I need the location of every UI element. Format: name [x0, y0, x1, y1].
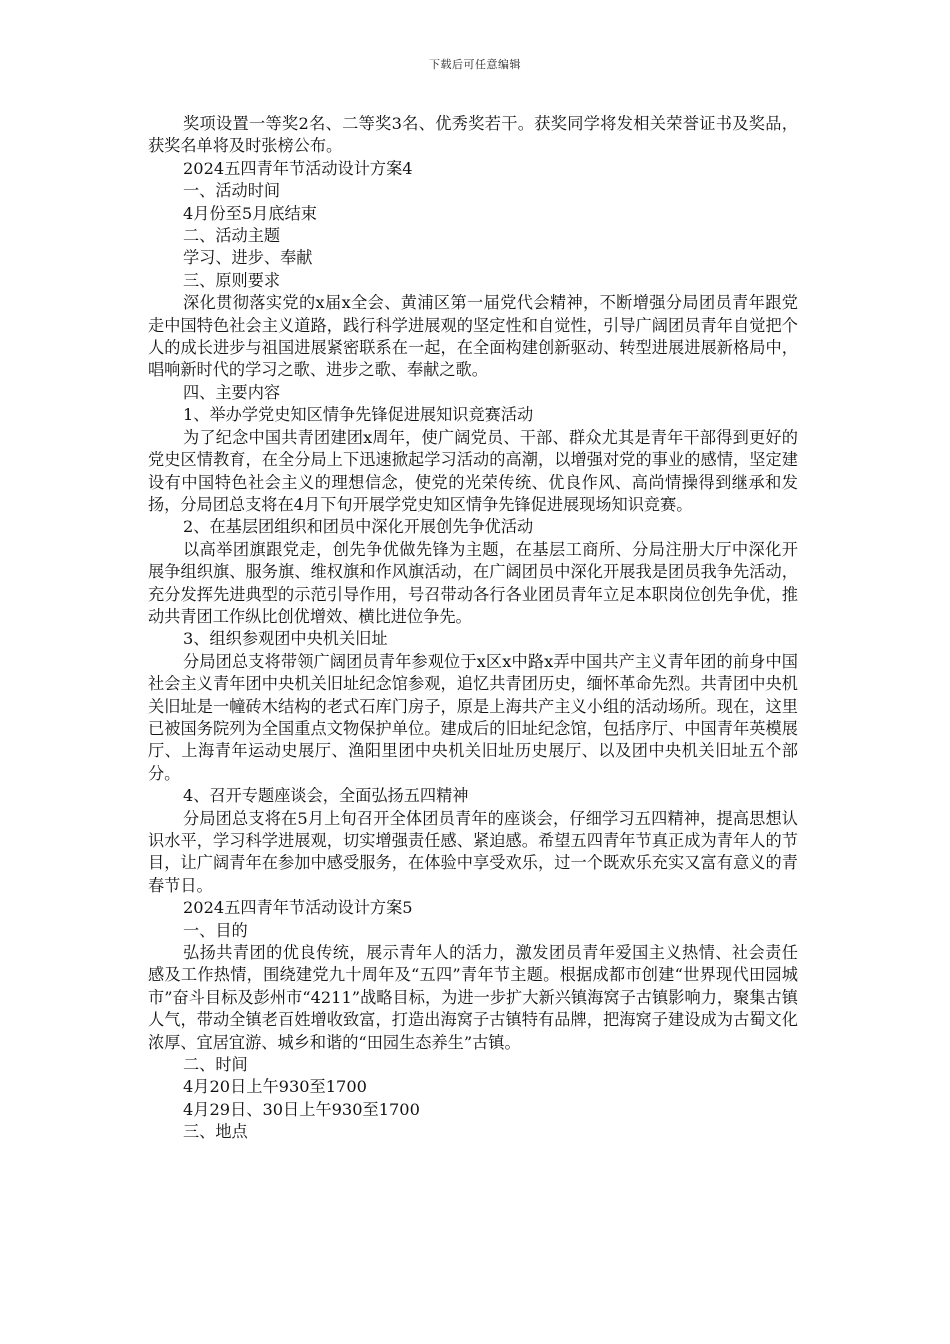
paragraph-item-4: 分局团总支将在5月上旬召开全体团员青年的座谈会，仔细学习五四精神，提高思想认识水平，学习科学进展观，切实增强责任感、紧迫感。希望五四青年节真正成为青年人的节目，让广阔青年在参加中感受服务，在体验中享受欢乐，过一个既欢乐充实又富有意义的青春节日。 — [148, 808, 798, 895]
paragraph-item-3: 分局团总支将带领广阔团员青年参观位于x区x中路x弄中国共产主义青年团的前身中国社会主义青年团中央机关旧址纪念馆参观，追忆共青团历史，缅怀革命先烈。共青团中央机关旧址是一幢砖木结构的老式石库门房子，原是上海共产主义小组的活动场所。现在，这里已被国务院列为全国重点文物保护单位。建成后的旧址纪念馆，包括序厅、中国青年英模展厅、上海青年运动史展厅、渔阳里团中央机关旧址历史展厅、以及团中央机关旧址五个部分。 — [148, 651, 798, 783]
heading-activity-time: 一、活动时间 — [183, 181, 281, 201]
heading-location: 三、地点 — [183, 1122, 248, 1142]
section-title-plan-4: 2024五四青年节活动设计方案4 — [183, 158, 413, 178]
subheading-item-2: 2、在基层团组织和团员中深化开展创先争优活动 — [183, 517, 534, 537]
paragraph-activity-time: 4月份至5月底结束 — [183, 203, 317, 223]
paragraph-time-1: 4月20日上午930至1700 — [183, 1077, 367, 1097]
paragraph-item-2: 以高举团旗跟党走，创先争优做先锋为主题，在基层工商所、分局注册大厅中深化开展争组织旗、服务旗、维权旗和作风旗活动，在广阔团员中深化开展我是团员我争先活动，充分发挥先进典型的示范引导作用，号召带动各行各业团员青年立足本职岗位创先争优，推动共青团工作纵比创优增效、横比进位争先。 — [148, 539, 798, 626]
paragraph-purpose: 弘扬共青团的优良传统，展示青年人的活力，激发团员青年爱国主义热情、社会责任感及工作热情，围绕建党九十周年及“五四”青年节主题。根据成都市创建“世界现代田园城市”奋斗目标及彭州市“4211”战略目标，为进一步扩大新兴镇海窝子古镇影响力，聚集古镇人气，带动全镇老百姓增收致富，打造出海窝子古镇特有品牌，把海窝子建设成为古蜀文化浓厚、宜居宜游、城乡和谐的“田园生态养生”古镇。 — [148, 943, 798, 1052]
heading-purpose: 一、目的 — [183, 920, 248, 940]
subheading-item-1: 1、举办学党史知区情争先锋促进展知识竞赛活动 — [183, 405, 534, 425]
heading-principles: 三、原则要求 — [183, 270, 281, 290]
subheading-item-3: 3、组织参观团中央机关旧址 — [183, 629, 388, 649]
document-body — [148, 113, 798, 1144]
page-header: 下载后可任意编辑 — [429, 58, 521, 71]
subheading-item-4: 4、召开专题座谈会，全面弘扬五四精神 — [183, 786, 469, 806]
section-title-plan-5: 2024五四青年节活动设计方案5 — [183, 898, 413, 918]
paragraph-time-2: 4月29日、30日上午930至1700 — [183, 1099, 420, 1119]
paragraph-activity-theme: 学习、进步、奉献 — [183, 248, 313, 268]
heading-time: 二、时间 — [183, 1055, 248, 1075]
paragraph-principles: 深化贯彻落实党的x届x全会、黄浦区第一届党代会精神，不断增强分局团员青年跟党走中国特色社会主义道路，践行科学进展观的坚定性和自觉性，引导广阔团员青年自觉把个人的成长进步与祖国进展紧密联系在一起，在全面构建创新驱动、转型进展进展新格局中，唱响新时代的学习之歌、进步之歌、奉献之歌。 — [148, 293, 798, 380]
paragraph-award-settings: 奖项设置一等奖2名、二等奖3名、优秀奖若干。获奖同学将发相关荣誉证书及奖品，获奖名单将及时张榜公布。 — [148, 114, 798, 156]
heading-main-content: 四、主要内容 — [183, 382, 281, 402]
paragraph-item-1: 为了纪念中国共青团建团x周年，使广阔党员、干部、群众尤其是青年干部得到更好的党史区情教育，在全分局上下迅速掀起学习活动的高潮，以增强对党的事业的感情，坚定建设有中国特色社会主义的理想信念，使党的光荣传统、优良作风、高尚情操得到继承和发扬，分局团总支将在4月下旬开展学党史知区情争先锋促进展现场知识竞赛。 — [148, 427, 798, 514]
heading-activity-theme: 二、活动主题 — [183, 226, 281, 246]
